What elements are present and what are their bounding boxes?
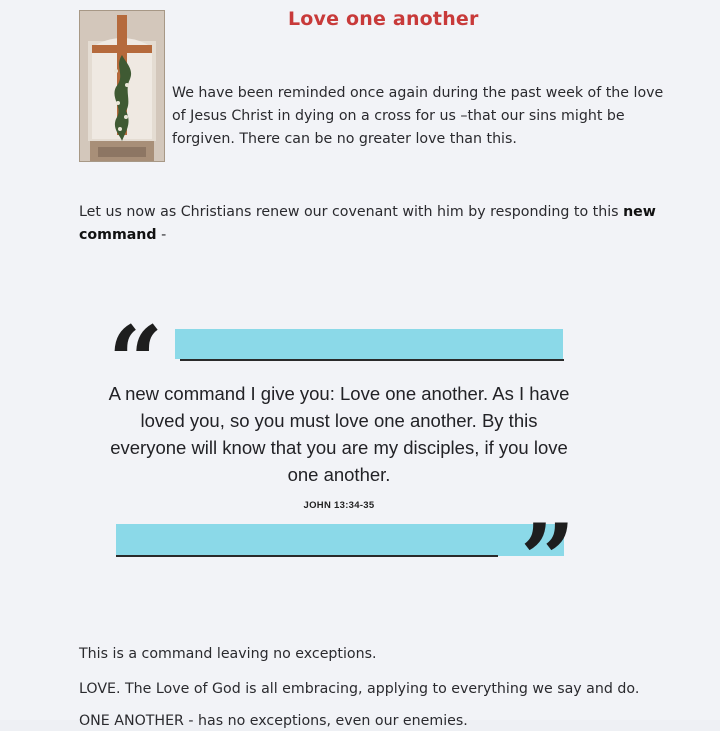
closing-line-2: LOVE. The Love of God is all embracing, applying to everything we say and do. [79,681,640,697]
closing-line-3: ONE ANOTHER - has no exceptions, even our enemies. [79,713,468,729]
highlight-band-bottom [116,524,564,556]
underline-bottom [116,555,498,557]
close-quote-icon: ” [520,503,576,616]
covenant-suffix: - [156,227,167,243]
new-command-emphasis: new command [79,204,656,243]
underline-top [180,359,564,361]
open-quote-icon: “ [108,305,164,418]
highlight-band-top [175,329,563,359]
closing-line-1: This is a command leaving no exceptions. [79,646,377,662]
scripture-reference: JOHN 13:34-35 [303,500,375,511]
cross-image [80,11,164,161]
covenant-text: Let us now as Christians renew our covenant with him by responding to this [79,204,619,220]
page-title: Love one another [288,8,479,30]
covenant-paragraph [79,201,689,247]
cross-altar-photo [79,10,165,162]
intro-paragraph: We have been reminded once again during the past week of the love of Jesus Christ in dying on a cross for us –that our sins might be forgiven. There can be no greater love than this. [172,85,664,147]
scripture-verse: A new command I give you: Love one another. As I have loved you, so you must love one another. By this everyone will know that you are my disciples, if you love one another. [108,383,570,485]
